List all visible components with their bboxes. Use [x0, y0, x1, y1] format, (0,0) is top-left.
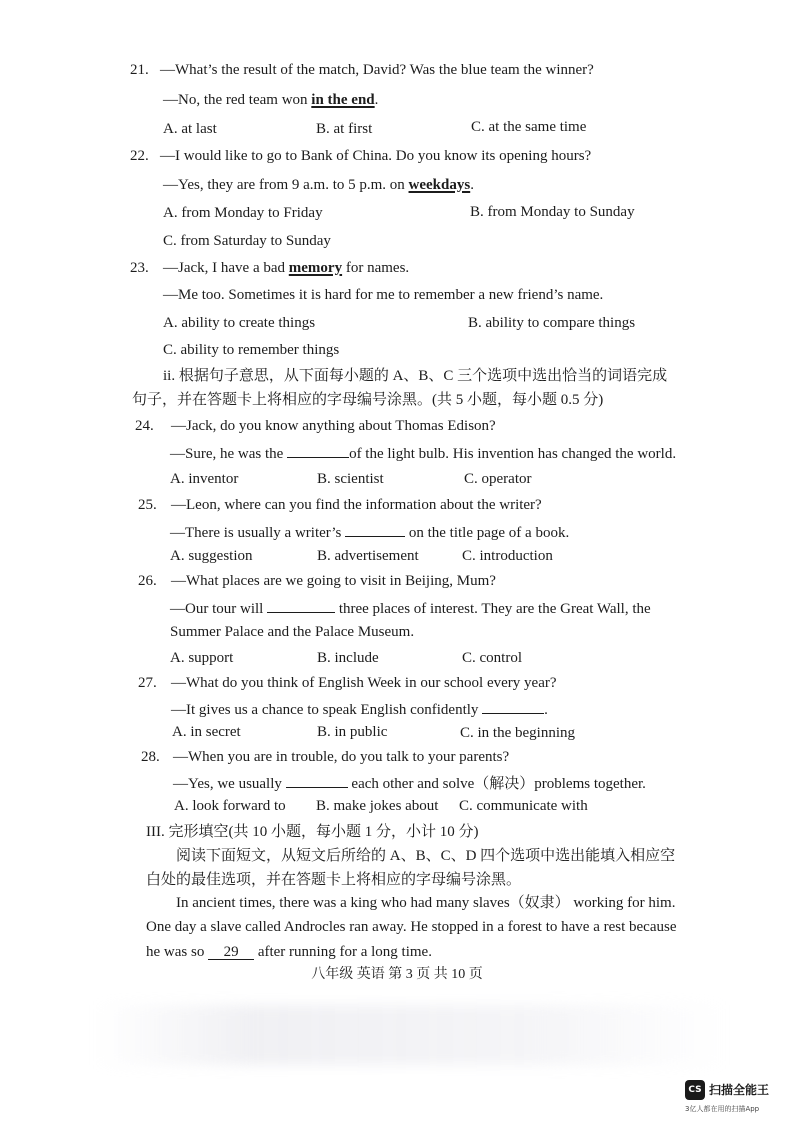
question-number: 27. — [138, 675, 157, 691]
question-prompt: —Jack, do you know anything about Thomas Edison? — [171, 418, 496, 434]
reply-text: —Sure, he was the — [170, 446, 288, 462]
question-number: 24. — [135, 418, 154, 434]
cloze-blank-29: 29 — [208, 943, 254, 960]
option-a: A. at last — [163, 121, 217, 137]
scan-smudge — [95, 1005, 725, 1065]
answer-blank — [287, 443, 349, 458]
option-a: A. support — [170, 650, 234, 666]
option-a: A. look forward to — [174, 798, 286, 814]
section-iii-instruction-line-2: 白处的最佳选项，并在答题卡上将相应的字母编号涂黑。 — [146, 872, 522, 888]
reply-text: —It gives us a chance to speak English confidently — [171, 702, 483, 718]
question-23-reply: —Me too. Sometimes it is hard for me to remember a new friend’s name. — [163, 287, 604, 303]
section-ii-instruction-line-2: 句子，并在答题卡上将相应的字母编号涂黑。(共 5 小题，每小题 0.5 分) — [132, 392, 604, 408]
question-28 — [141, 748, 509, 766]
question-27-reply — [171, 699, 548, 719]
question-21 — [130, 61, 594, 79]
reply-text: —There is usually a writer’s — [170, 525, 346, 541]
passage-text-end: after running for a long time. — [254, 944, 432, 960]
option-b: B. make jokes about — [316, 798, 439, 814]
reply-end: of the light bulb. His invention has changed the world. — [349, 446, 677, 462]
option-b: B. include — [317, 650, 379, 666]
question-prompt: —Jack, I have a bad — [163, 260, 289, 276]
question-number: 23. — [130, 260, 149, 276]
reply-end: . — [470, 177, 474, 193]
option-c: C. in the beginning — [460, 725, 575, 741]
question-prompt-end: for names. — [342, 260, 410, 276]
reply-end: . — [374, 92, 379, 108]
question-prompt: —What’s the result of the match, David? Was the blue team the winner? — [160, 62, 594, 78]
option-b: B. scientist — [317, 471, 384, 487]
question-23 — [130, 259, 409, 277]
option-a: A. in secret — [172, 724, 241, 740]
reply-text: —Our tour will — [170, 601, 268, 617]
question-prompt: —When you are in trouble, do you talk to your parents? — [173, 749, 510, 765]
question-number: 25. — [138, 497, 157, 513]
option-b: B. in public — [317, 724, 388, 740]
answer-blank — [482, 699, 544, 714]
reply-end: each other and solve（解决）problems together. — [347, 776, 646, 792]
passage-line-2: One day a slave called Androcles ran away. He stopped in a forest to have a rest because — [146, 919, 677, 935]
option-b: B. ability to compare things — [468, 315, 636, 331]
reply-end: on the title page of a book. — [405, 525, 570, 541]
answer-blank — [267, 598, 335, 613]
option-b: B. at first — [316, 121, 373, 137]
option-c: C. at the same time — [471, 119, 587, 135]
question-24 — [135, 417, 496, 435]
scanner-app-name: 扫描全能王 — [709, 1083, 770, 1097]
question-25-reply — [170, 522, 569, 542]
question-number: 22. — [130, 148, 149, 164]
reply-text: —Yes, we usually — [173, 776, 286, 792]
question-28-reply — [173, 773, 646, 793]
question-number: 21. — [130, 62, 149, 78]
question-22 — [130, 147, 591, 165]
scanner-tagline: 3亿人都在用的扫描App — [685, 1105, 760, 1113]
option-a: A. from Monday to Friday — [163, 205, 323, 221]
question-prompt: —What places are we going to visit in Beijing, Mum? — [171, 573, 496, 589]
option-a: A. ability to create things — [163, 315, 316, 331]
question-27 — [138, 674, 557, 692]
scanner-logo-icon: CS — [685, 1080, 705, 1100]
option-b: B. from Monday to Sunday — [470, 204, 635, 220]
reply-end: . — [544, 702, 548, 718]
section-iii-heading: III. 完形填空(共 10 小题，每小题 1 分，小计 10 分) — [146, 824, 479, 840]
passage-line-1: In ancient times, there was a king who had many slaves（奴隶） working for him. — [176, 895, 676, 911]
question-prompt: —I would like to go to Bank of China. Do you know its opening hours? — [160, 148, 592, 164]
option-b: B. advertisement — [317, 548, 419, 564]
reply-text: —No, the red team won — [163, 92, 312, 108]
reply-text-continued: three places of interest. They are the Great Wall, the — [335, 601, 651, 617]
underlined-key-phrase: weekdays — [408, 177, 471, 193]
question-prompt: —Leon, where can you find the information about the writer? — [171, 497, 542, 513]
reply-text: —Yes, they are from 9 a.m. to 5 p.m. on — [163, 177, 409, 193]
question-21-reply — [163, 91, 378, 109]
option-c: C. introduction — [462, 548, 553, 564]
question-26-reply — [170, 598, 651, 618]
question-26-reply-line-2: Summer Palace and the Palace Museum. — [170, 624, 415, 640]
underlined-key-phrase: memory — [288, 260, 343, 276]
question-number: 28. — [141, 749, 160, 765]
option-c: C. control — [462, 650, 522, 666]
option-c: C. from Saturday to Sunday — [163, 233, 331, 249]
section-iii-instruction-line-1: 阅读下面短文，从短文后所给的 A、B、C、D 四个选项中选出能填入相应空 — [176, 848, 676, 864]
question-26 — [138, 572, 496, 590]
page-footer: 八年级 英语 第 3 页 共 10 页 — [311, 967, 483, 982]
question-22-reply — [163, 176, 474, 194]
question-24-reply — [170, 443, 676, 463]
option-a: A. inventor — [170, 471, 239, 487]
answer-blank — [286, 773, 348, 788]
option-c: C. communicate with — [459, 798, 588, 814]
option-c: C. operator — [464, 471, 532, 487]
underlined-key-phrase: in the end — [311, 92, 375, 108]
passage-line-3 — [146, 943, 432, 961]
question-number: 26. — [138, 573, 157, 589]
answer-blank — [345, 522, 405, 537]
option-c: C. ability to remember things — [163, 342, 340, 358]
option-a: A. suggestion — [170, 548, 253, 564]
passage-text: he was so — [146, 944, 209, 960]
scanner-watermark — [685, 1078, 785, 1118]
question-prompt: —What do you think of English Week in our school every year? — [171, 675, 557, 691]
section-ii-instruction-line-1: ii. 根据句子意思，从下面每小题的 A、B、C 三个选项中选出恰当的词语完成 — [163, 368, 668, 384]
question-25 — [138, 496, 542, 514]
